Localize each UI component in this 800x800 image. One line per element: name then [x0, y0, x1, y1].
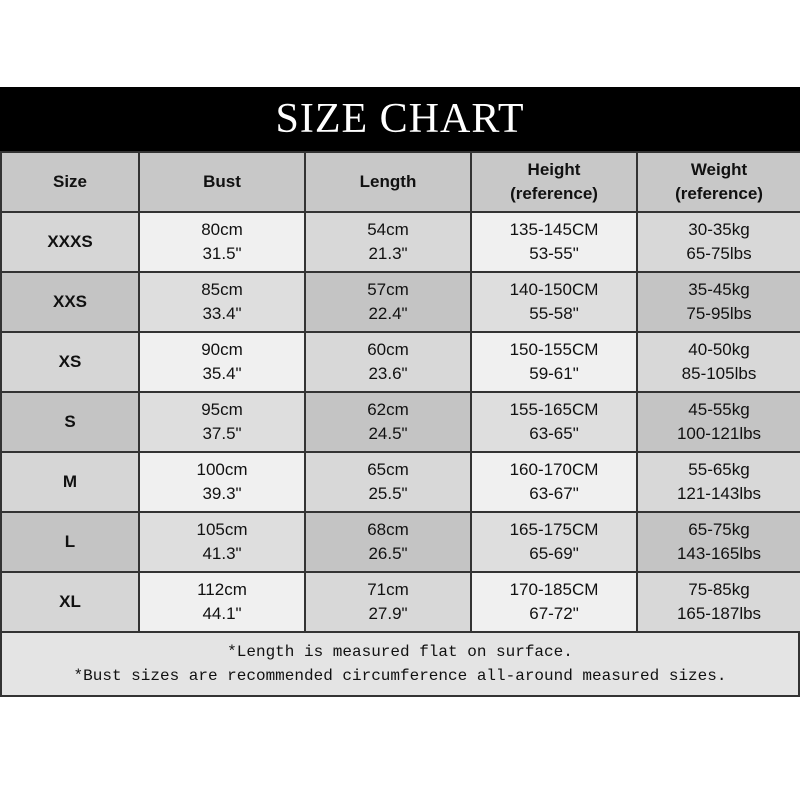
bust-value: 90cm: [201, 340, 243, 359]
height-cell: [471, 332, 637, 392]
size-table: [0, 151, 800, 633]
size-chart: [0, 87, 800, 697]
weight-value: 165-187lbs: [676, 604, 762, 623]
bust-value: 112cm: [197, 580, 247, 599]
weight-value: 121-143lbs: [676, 484, 762, 503]
weight-cell: [637, 452, 800, 512]
height-value: 165-175CM: [509, 520, 599, 539]
bust-cell: [139, 272, 305, 332]
length-cell: [305, 332, 471, 392]
length-value: 23.6": [368, 364, 408, 383]
table-row: [1, 212, 800, 272]
bust-cell: [139, 572, 305, 632]
length-value: 65cm: [367, 460, 409, 479]
bust-cell: [139, 512, 305, 572]
bust-value: 105cm: [196, 520, 248, 539]
bust-value: 100cm: [196, 460, 248, 479]
weight-value: 30-35kg: [688, 220, 750, 239]
size-label: XL: [1, 572, 139, 632]
weight-value: 65-75kg: [688, 520, 750, 539]
header-weight: Weight (reference): [637, 152, 800, 212]
weight-value: 65-75lbs: [686, 244, 752, 263]
bust-cell: [139, 392, 305, 452]
size-label: XXXS: [1, 212, 139, 272]
height-value: 160-170CM: [509, 460, 599, 479]
length-cell: [305, 512, 471, 572]
bust-value: 41.3": [202, 544, 242, 563]
length-value: 22.4": [368, 304, 408, 323]
bust-value: 80cm: [201, 220, 243, 239]
weight-cell: [637, 272, 800, 332]
header-length: Length: [305, 152, 471, 212]
height-value: 65-69": [529, 544, 579, 563]
length-cell: [305, 572, 471, 632]
height-value: 53-55": [529, 244, 579, 263]
weight-value: 75-85kg: [688, 580, 750, 599]
bust-cell: [139, 212, 305, 272]
table-row: [1, 572, 800, 632]
weight-cell: [637, 392, 800, 452]
bust-value: 95cm: [201, 400, 243, 419]
header-height: Height (reference): [471, 152, 637, 212]
size-label: XS: [1, 332, 139, 392]
bust-value: 35.4": [202, 364, 242, 383]
bust-value: 44.1": [202, 604, 242, 623]
size-label: XXS: [1, 272, 139, 332]
length-value: 71cm: [367, 580, 409, 599]
size-label: L: [1, 512, 139, 572]
height-value: 155-165CM: [509, 400, 599, 419]
weight-cell: [637, 332, 800, 392]
table-row: [1, 332, 800, 392]
weight-value: 100-121lbs: [676, 424, 762, 443]
height-value: 59-61": [529, 364, 579, 383]
table-row: [1, 512, 800, 572]
table-row: [1, 452, 800, 512]
table-row: [1, 392, 800, 452]
weight-cell: [637, 212, 800, 272]
bust-value: 37.5": [202, 424, 242, 443]
height-value: 170-185CM: [509, 580, 599, 599]
weight-value: 55-65kg: [688, 460, 750, 479]
length-value: 21.3": [368, 244, 408, 263]
chart-title: SIZE CHART: [0, 87, 800, 151]
height-cell: [471, 272, 637, 332]
size-label: S: [1, 392, 139, 452]
length-cell: [305, 392, 471, 452]
weight-value: 85-105lbs: [681, 364, 757, 383]
height-value: 140-150CM: [509, 280, 599, 299]
weight-value: 143-165lbs: [676, 544, 762, 563]
weight-value: 35-45kg: [688, 280, 750, 299]
note-bust: *Bust sizes are recommended circumference all-around measured sizes.: [73, 667, 727, 685]
height-cell: [471, 452, 637, 512]
header-size: Size: [1, 152, 139, 212]
length-value: 27.9": [368, 604, 408, 623]
height-value: 63-67": [529, 484, 579, 503]
height-value: 135-145CM: [509, 220, 599, 239]
length-cell: [305, 212, 471, 272]
table-row: [1, 272, 800, 332]
header-bust: Bust: [139, 152, 305, 212]
notes: [0, 633, 800, 697]
length-value: 68cm: [367, 520, 409, 539]
bust-value: 33.4": [202, 304, 242, 323]
length-value: 25.5": [368, 484, 408, 503]
weight-cell: [637, 512, 800, 572]
length-value: 62cm: [367, 400, 409, 419]
height-cell: [471, 212, 637, 272]
weight-value: 75-95lbs: [686, 304, 752, 323]
length-value: 24.5": [368, 424, 408, 443]
height-cell: [471, 512, 637, 572]
length-value: 54cm: [367, 220, 409, 239]
height-value: 63-65": [529, 424, 579, 443]
bust-cell: [139, 332, 305, 392]
length-cell: [305, 272, 471, 332]
size-label: M: [1, 452, 139, 512]
weight-value: 40-50kg: [688, 340, 750, 359]
length-value: 60cm: [367, 340, 409, 359]
bust-value: 31.5": [202, 244, 242, 263]
bust-value: 85cm: [201, 280, 243, 299]
height-value: 67-72": [529, 604, 579, 623]
bust-value: 39.3": [202, 484, 242, 503]
height-value: 150-155CM: [509, 340, 599, 359]
bust-cell: [139, 452, 305, 512]
header-row: [1, 152, 800, 212]
height-cell: [471, 572, 637, 632]
height-value: 55-58": [529, 304, 579, 323]
note-length: *Length is measured flat on surface.: [227, 643, 573, 661]
weight-cell: [637, 572, 800, 632]
weight-value: 45-55kg: [688, 400, 750, 419]
length-value: 57cm: [367, 280, 409, 299]
length-cell: [305, 452, 471, 512]
height-cell: [471, 392, 637, 452]
length-value: 26.5": [368, 544, 408, 563]
